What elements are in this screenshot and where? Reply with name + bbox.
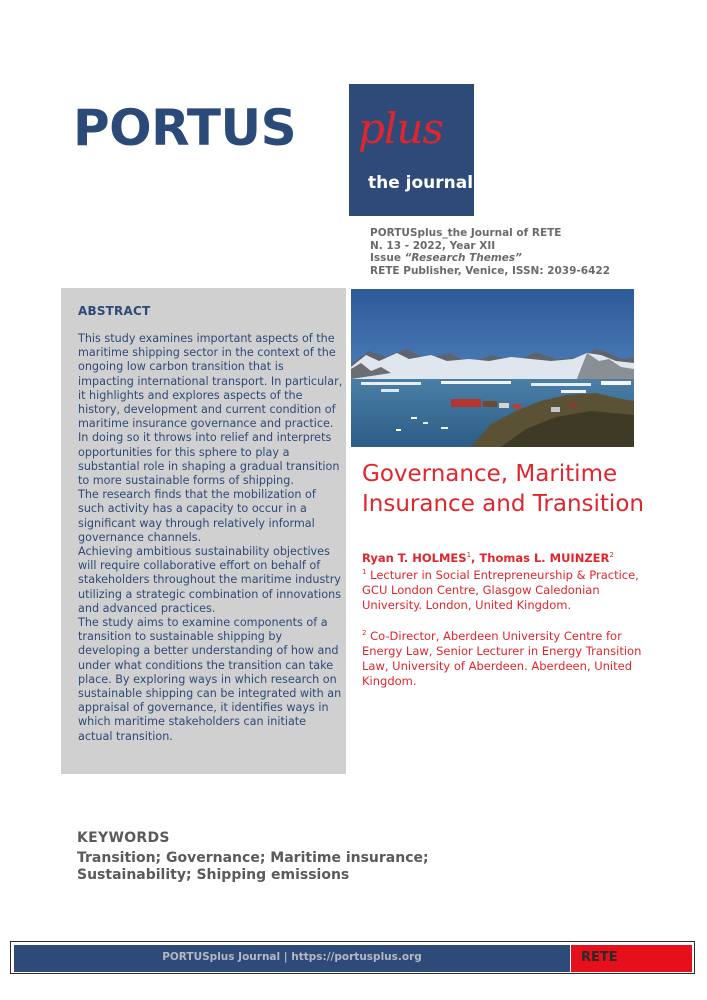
- affiliation-1: [362, 565, 647, 613]
- authors-line: [362, 548, 642, 565]
- issue-theme-line: [370, 252, 610, 265]
- author-name: Ryan T. HOLMES: [362, 550, 467, 565]
- footer-rete-label: RETE: [581, 950, 618, 965]
- author-affiliation-mark: 1: [466, 551, 472, 559]
- author-separator: ,: [471, 550, 480, 565]
- abstract-body: [78, 332, 343, 744]
- abstract-paragraph: This study examines important aspects of the maritime shipping sector in the context of the ongoing low carbon transition that is impacting international transport. In particular, it highlights and explores aspects of the history, development and current condition of maritime insurance governance and practice. In doing so it throws into relief and interprets opportunities for this sphere to play a substantial role in shaping a gradual transition to more sustainable forms of shipping.: [78, 332, 343, 488]
- abstract-panel: [61, 288, 346, 774]
- affiliation-2: [362, 626, 647, 689]
- affiliation-mark: 2: [362, 629, 367, 637]
- keywords-text: Transition; Governance; Maritime insurance; Sustainability; Shipping emissions: [77, 850, 429, 883]
- affiliation-mark: 1: [362, 568, 367, 576]
- author-affiliation-mark: 2: [609, 551, 614, 559]
- issue-number: N. 13 - 2022, Year XII: [370, 239, 496, 252]
- footer-rete-badge: [571, 945, 692, 972]
- issue-prefix: Issue: [370, 252, 405, 264]
- logo-plus: plus: [358, 104, 443, 153]
- journal-name: PORTUSplus_the Journal of RETE: [370, 227, 562, 239]
- article-title: Governance, Maritime Insurance and Transition: [362, 461, 644, 517]
- cover-photo: [351, 289, 634, 447]
- affiliation-text: Co-Director, Aberdeen University Centre for Energy Law, Senior Lecturer in Energy Transition Law, University of Aberdeen. Aberdeen, United Kingdom.: [362, 628, 642, 688]
- abstract-paragraph: The study aims to examine components of a transition to sustainable shipping by developing a better understanding of how and under what conditions the transition can take place. By exploring ways in which research on sustainable shipping can be integrated with an appraisal of governance, it identifies ways in which maritime stakeholders can initiate actual transition.: [78, 616, 342, 743]
- publisher-info: RETE Publisher, Venice, ISSN: 2039-6422: [370, 264, 611, 277]
- logo-subtitle: the journal: [368, 173, 474, 193]
- keywords-heading: KEYWORDS: [77, 830, 170, 846]
- abstract-paragraph: The research finds that the mobilization of such activity has a capacity to occur in a significant way through relatively informal governance channels.: [78, 488, 316, 544]
- abstract-heading: ABSTRACT: [78, 304, 151, 318]
- author-name: Thomas L. MUINZER: [479, 550, 610, 565]
- footer-link[interactable]: PORTUSplus Journal | https://portusplus.org: [162, 951, 422, 963]
- logo-wordmark: PORTUS: [73, 99, 297, 157]
- footer-bar: [14, 945, 570, 972]
- publication-info: [370, 227, 610, 277]
- issue-theme: “Research Themes”: [404, 252, 522, 264]
- logo-badge: [349, 84, 474, 216]
- abstract-paragraph: Achieving ambitious sustainability objectives will require collaborative effort on behalf of stakeholders throughout the maritime industry utilizing a strategic combination of innovations and advanced practices.: [78, 545, 342, 615]
- affiliation-text: Lecturer in Social Entrepreneurship & Practice, GCU London Centre, Glasgow Caledonian University. London, United Kingdom.: [362, 567, 639, 612]
